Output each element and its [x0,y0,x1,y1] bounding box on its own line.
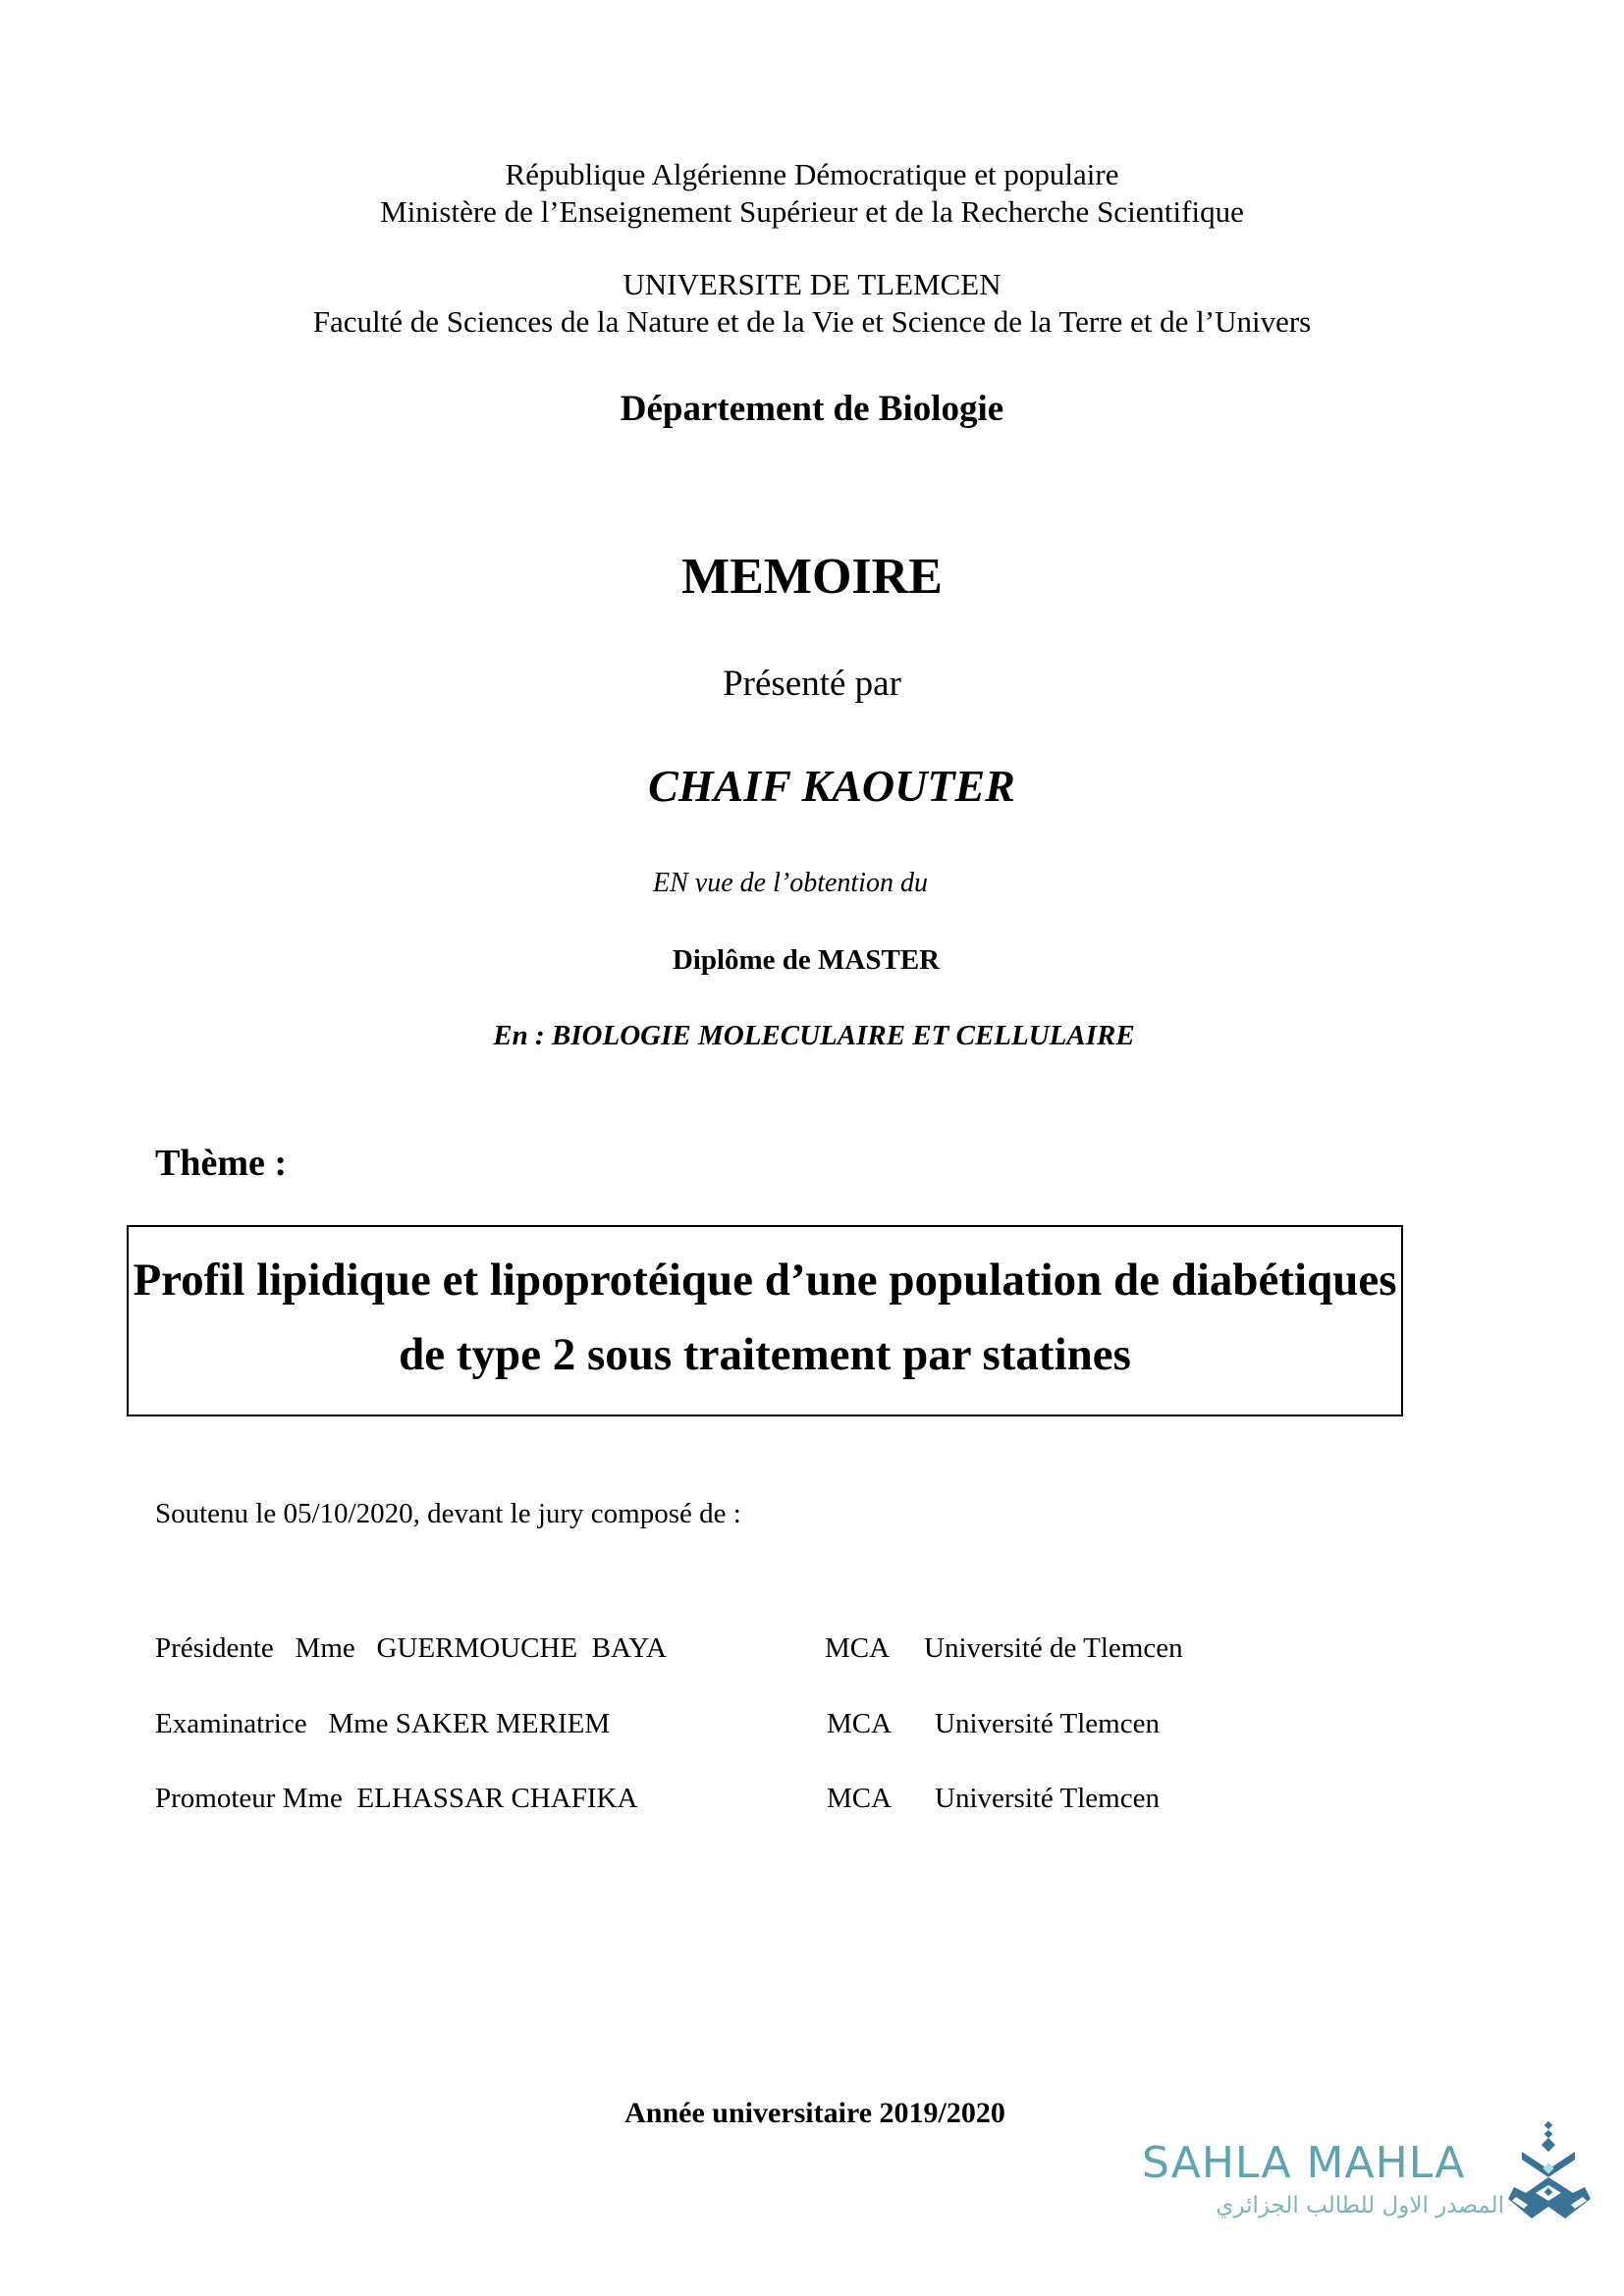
jury-member-name: Examinatrice Mme SAKER MERIEM [155,1708,611,1739]
logo-tagline: المصدر الاول للطالب الجزائري [1216,2193,1504,2218]
specialty-label: En : BIOLOGIE MOLECULAIRE ET CELLULAIRE [493,1020,1135,1051]
jury-member-name: Promoteur Mme ELHASSAR CHAFIKA [155,1783,638,1814]
jury-member-name: Présidente Mme GUERMOUCHE BAYA [155,1632,667,1664]
university-line: UNIVERSITE DE TLEMCEN [623,267,1001,301]
logo-brand-text: SAHLA MAHLA [1142,2138,1466,2188]
jury-member-institution: Université Tlemcen [935,1783,1160,1814]
faculty-line: Faculté de Sciences de la Nature et de la Vie et Science de la Terre et de l’Univers [312,304,1312,339]
theme-title: Profil lipidique et lipoprotéique d’une population de diabétiques de type 2 sous traitement par statines [133,1255,1397,1380]
jury-member-institution: Université de Tlemcen [924,1632,1183,1664]
theme-box [127,1225,1403,1416]
jury-member-grade: MCA [825,1632,891,1664]
jury-member-grade: MCA [827,1783,893,1814]
ministry-line: Ministère de l’Enseignement Supérieur et de la Recherche Scientifique [380,194,1244,229]
defense-statement: Soutenu le 05/10/2020, devant le jury composé de : [155,1498,741,1529]
jury-member-grade: MCA [827,1708,893,1739]
academic-year: Année universitaire 2019/2020 [624,2097,1005,2129]
sahla-mahla-emblem-icon [1504,2120,1595,2222]
obtention-label: EN vue de l’obtention du [653,868,928,898]
department-heading: Département de Biologie [620,389,1004,429]
country-line: République Algérienne Démocratique et populaire [505,157,1119,191]
author-name: CHAIF KAOUTER [648,761,1015,811]
document-type-title: MEMOIRE [681,549,943,605]
jury-member-institution: Université Tlemcen [935,1708,1160,1739]
theme-label: Thème : [155,1143,288,1184]
presented-by-label: Présenté par [723,664,901,704]
diploma-label: Diplôme de MASTER [672,944,941,976]
